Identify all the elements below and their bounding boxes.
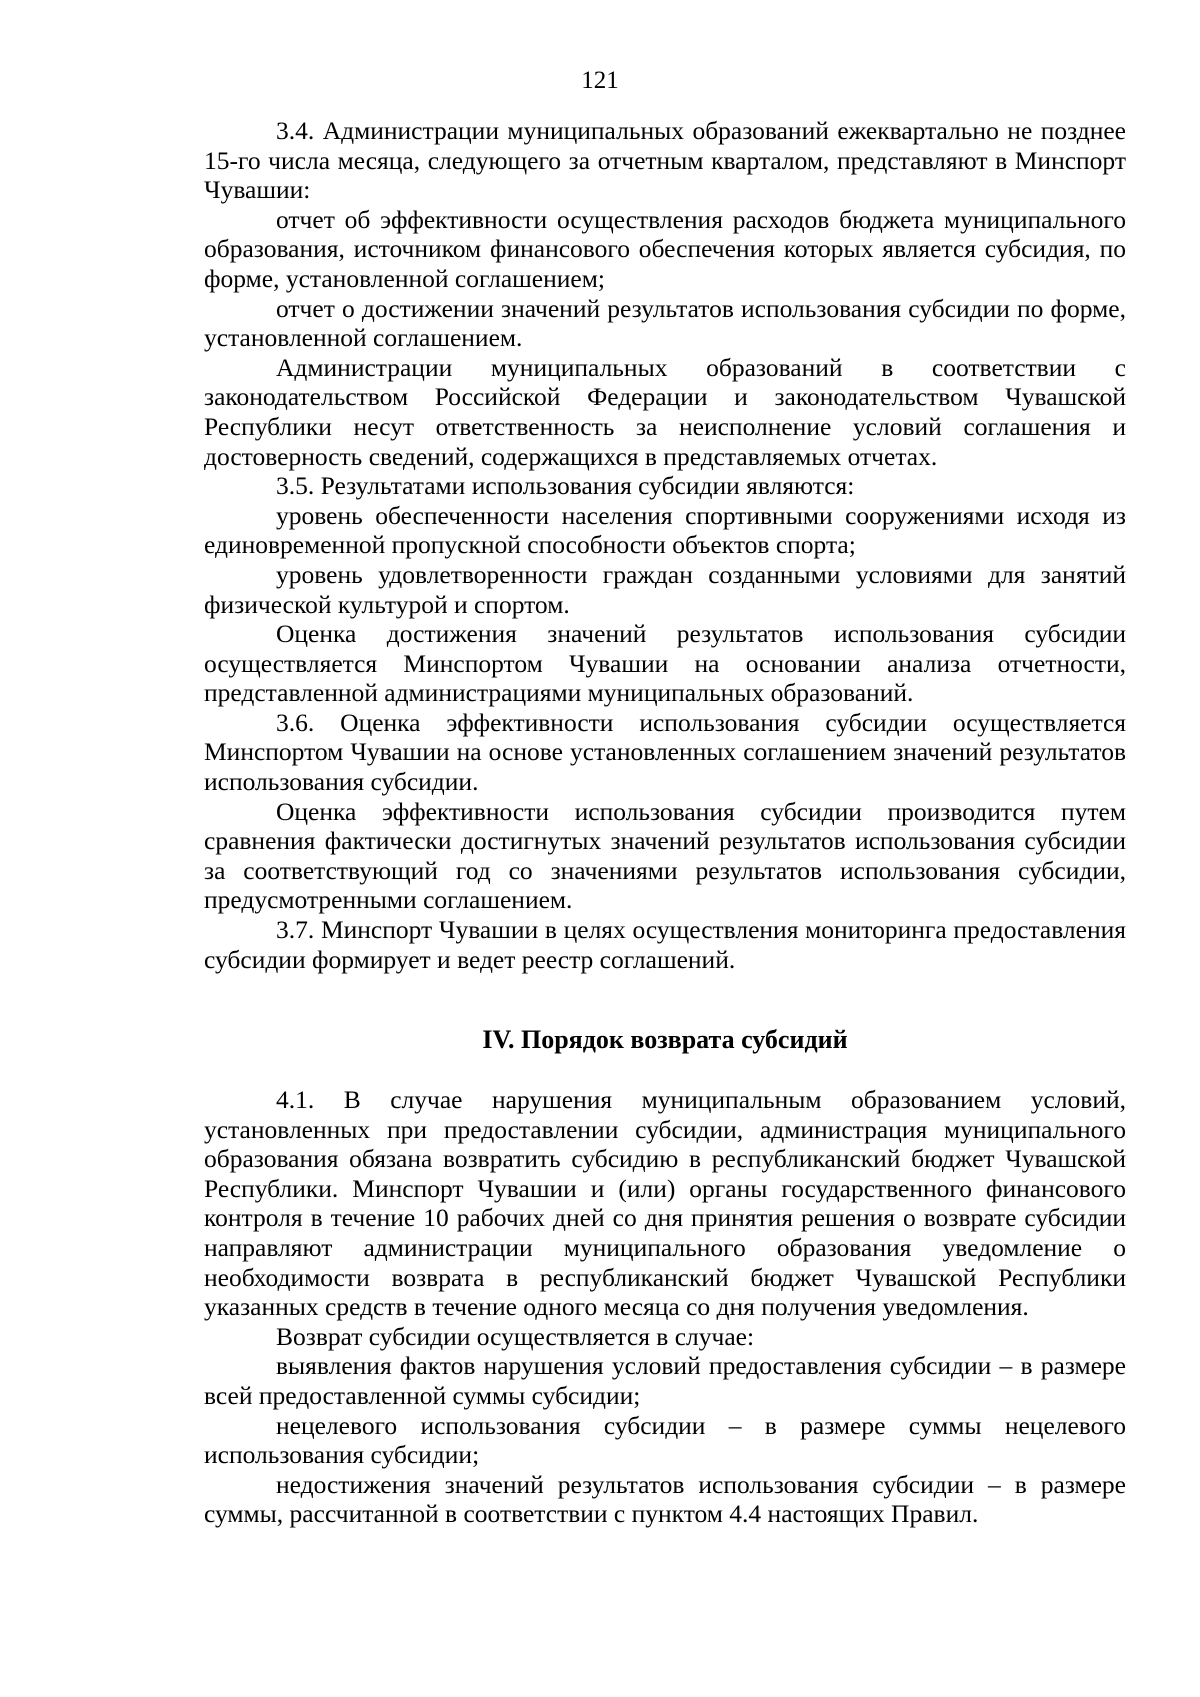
- paragraph-3-5: 3.5. Результатами использования субсидии являются:: [276, 471, 855, 501]
- paragraph-misuse-case: нецелевого использования субсидии – в размере суммы нецелевого использования субсидии;: [204, 1410, 1126, 1470]
- paragraph-responsibility: Администрации муниципальных образований в соответствии с законодательством Российской Федерации и законодательством Чувашской Республики несут ответственность за неисполнение условий соглашения и достоверность сведений, содержащихся в представляемых отчетах.: [204, 352, 1126, 471]
- paragraph-satisfaction-level: уровень удовлетворенности граждан созданными условиями для занятий физической культурой и спортом.: [204, 559, 1126, 619]
- paragraph-efficiency-assessment: Оценка эффективности использования субсидии производится путем сравнения фактически достигнутых значений результатов использования субсидии за соответствующий год со значениями результатов использования субсидии, предусмотренными соглашением.: [204, 796, 1126, 915]
- paragraph-nonachievement-case: недостижения значений результатов использования субсидии – в размере суммы, рассчитанной в соответствии с пунктом 4.4 настоящих Правил.: [204, 1469, 1126, 1529]
- paragraph-3-6: 3.6. Оценка эффективности использования субсидии осуществляется Минспортом Чувашии на основе установленных соглашением значений результатов использования субсидии.: [204, 707, 1126, 797]
- section-4-heading: IV. Порядок возврата субсидий: [482, 1025, 848, 1054]
- paragraph-3-7: 3.7. Минспорт Чувашии в целях осуществления мониторинга предоставления субсидии формирует и ведет реестр соглашений.: [204, 915, 1126, 974]
- page-number: 121: [581, 67, 619, 94]
- paragraph-provision-level: уровень обеспеченности населения спортивными сооружениями исходя из единовременной пропускной способности объектов спорта;: [204, 500, 1126, 560]
- section-4-body: [204, 1085, 1126, 1529]
- paragraph-results-report: отчет о достижении значений результатов использования субсидии по форме, установленной соглашением.: [204, 293, 1126, 353]
- paragraph-efficiency-report: отчет об эффективности осуществления расходов бюджета муниципального образования, источником финансового обеспечения которых является субсидия, по форме, установленной соглашением;: [204, 204, 1126, 293]
- section-3-body: [204, 116, 1126, 974]
- paragraph-violation-case: выявления фактов нарушения условий предоставления субсидии – в размере всей предоставленной суммы субсидии;: [204, 1351, 1126, 1410]
- paragraph-return-cases: Возврат субсидии осуществляется в случае:: [276, 1321, 755, 1351]
- paragraph-3-4: 3.4. Администрации муниципальных образований ежеквартально не позднее 15-го числа месяца, следующего за отчетным кварталом, представляют в Минспорт Чувашии:: [204, 116, 1126, 205]
- paragraph-4-1: 4.1. В случае нарушения муниципальным образованием условий, установленных при предоставлении субсидии, администрация муниципального образования обязана возвратить субсидию в республиканский бюджет Чувашской Республики. Минспорт Чувашии и (или) органы государственного финансового контроля в течение 10 рабочих дней со дня принятия решения о возврате субсидии направляют администрации муниципального образования уведомление о необходимости возврата в республиканский бюджет Чувашской Республики указанных средств в течение одного месяца со дня получения уведомления.: [204, 1085, 1126, 1322]
- paragraph-results-assessment: Оценка достижения значений результатов использования субсидии осуществляется Минспортом Чувашии на основании анализа отчетности, представленной администрациями муниципальных образований.: [204, 619, 1126, 708]
